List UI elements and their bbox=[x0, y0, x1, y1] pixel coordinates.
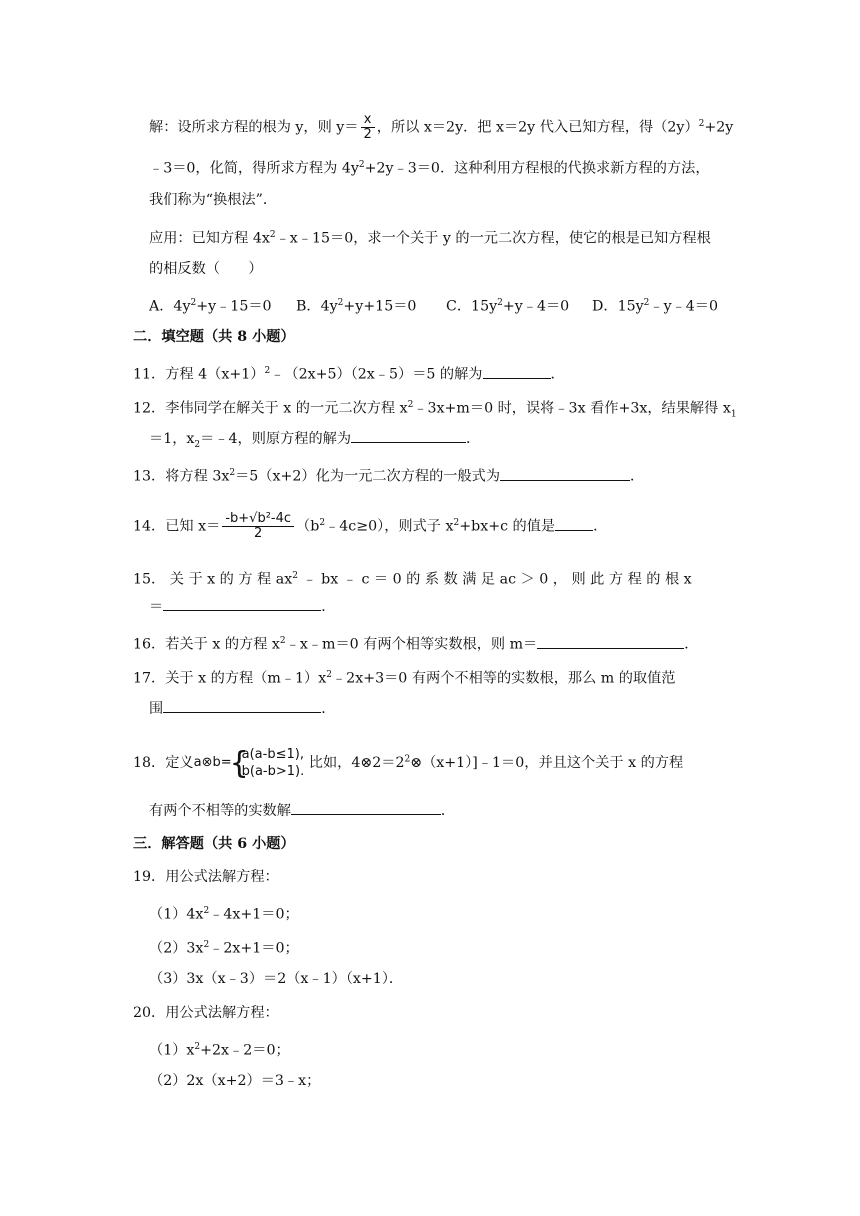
question-16 bbox=[133, 631, 698, 655]
text: C．15y bbox=[446, 298, 498, 315]
question-19-title: 19．用公式法解方程： bbox=[133, 869, 279, 885]
text: 17．关于 x 的方程（m﹣1）x bbox=[133, 670, 327, 687]
text: 15． 关 于 x 的 方 程 ax bbox=[133, 571, 293, 588]
text: 13．将方程 3x bbox=[133, 468, 230, 485]
superscript: 2 bbox=[453, 517, 460, 528]
section-heading-solve: 三．解答题（共 6 小题） bbox=[133, 836, 295, 852]
superscript: 2 bbox=[264, 366, 271, 376]
superscript: 2 bbox=[292, 571, 298, 581]
answer-blank[interactable] bbox=[555, 517, 593, 531]
text: ﹣4c≥0），则式子 x bbox=[325, 518, 454, 535]
text: ＝5（x+2）化为一元二次方程的一般式为 bbox=[235, 468, 501, 485]
text: 18．定义 bbox=[133, 755, 194, 771]
superscript: 2 bbox=[358, 160, 365, 170]
answer-blank[interactable] bbox=[351, 429, 466, 443]
text: +y﹣4＝0 bbox=[502, 298, 570, 315]
superscript: 2 bbox=[407, 400, 414, 410]
text: ． bbox=[630, 468, 645, 485]
text: ． bbox=[593, 518, 608, 535]
text: ⊗（x+1）]﹣1＝0，并且这个关于 x 的方程 bbox=[410, 755, 684, 771]
text: ＝﹣4，则原方程的解为 bbox=[200, 431, 352, 447]
text: （2）3x bbox=[149, 940, 204, 957]
superscript: 2 bbox=[698, 118, 705, 129]
question-12-line-1 bbox=[133, 395, 737, 425]
text: ． bbox=[440, 803, 456, 819]
text: +2y bbox=[704, 119, 734, 136]
text: （b bbox=[296, 518, 320, 535]
question-18-line-2 bbox=[149, 801, 455, 821]
fraction-denominator: 2 bbox=[363, 127, 372, 142]
text: ，所以 x＝2y．把 x＝2y 代入已知方程，得（2y） bbox=[376, 119, 699, 136]
question-18-line-1 bbox=[133, 746, 683, 780]
superscript: 2 bbox=[269, 230, 276, 240]
text: ． bbox=[466, 431, 481, 447]
intro-line-2 bbox=[149, 155, 710, 179]
question-17-line-2 bbox=[149, 699, 335, 719]
text: ﹣2x+3＝0 有两个不相等的实数根，那么 m 的取值范 bbox=[331, 670, 676, 687]
option-d bbox=[592, 293, 718, 317]
superscript: 2 bbox=[319, 517, 326, 528]
text: ＝ bbox=[149, 599, 164, 615]
fraction-x-over-2 bbox=[361, 113, 375, 142]
question-19-part-2 bbox=[149, 935, 299, 959]
text: ﹣x﹣m＝0 有两个相等实数根，则 m＝ bbox=[285, 636, 538, 653]
question-17-line-1 bbox=[133, 665, 676, 689]
text: ． bbox=[321, 701, 336, 717]
text: 围 bbox=[149, 701, 164, 717]
text: +y+15＝0 bbox=[343, 298, 417, 315]
text: A．4y bbox=[149, 298, 191, 315]
text: 有两个不相等的实数解 bbox=[149, 803, 291, 819]
answer-blank[interactable] bbox=[163, 597, 321, 611]
text: 比如，4⊗2＝2 bbox=[308, 755, 405, 771]
text: +2x﹣2＝0； bbox=[200, 1042, 290, 1059]
superscript: 2 bbox=[643, 298, 650, 308]
question-13 bbox=[133, 463, 644, 487]
text: ﹣3＝0，化简，得所求方程为 4y bbox=[149, 160, 359, 177]
question-20-part-2: （2）2x（x+2）＝3﹣x； bbox=[149, 1073, 321, 1089]
fraction-numerator: x bbox=[361, 113, 375, 128]
superscript: 2 bbox=[279, 636, 286, 646]
superscript: 2 bbox=[497, 298, 503, 308]
superscript: 2 bbox=[203, 906, 210, 916]
question-15-line-2 bbox=[149, 597, 335, 617]
superscript: 2 bbox=[326, 670, 332, 680]
answer-blank[interactable] bbox=[483, 365, 551, 379]
superscript: 2 bbox=[229, 468, 236, 478]
operator-definition: a⊗b= bbox=[193, 755, 232, 770]
text: ． bbox=[550, 366, 565, 383]
superscript: 2 bbox=[194, 1042, 201, 1052]
text: 解：设所求方程的根为 y，则 y＝ bbox=[149, 119, 359, 136]
text: ＝1，x bbox=[149, 431, 195, 447]
text: ﹣（2x+5）（2x﹣5）＝5 的解为 bbox=[270, 366, 483, 383]
piecewise-case-1: a(a-b≤1), bbox=[241, 747, 304, 762]
question-11 bbox=[133, 361, 565, 385]
answer-blank[interactable] bbox=[537, 635, 684, 649]
question-19-part-1 bbox=[149, 901, 299, 925]
question-20-part-1 bbox=[149, 1037, 290, 1061]
text: +bx+c 的值是 bbox=[459, 518, 556, 535]
text: 14．已知 x＝ bbox=[133, 518, 221, 535]
option-c bbox=[446, 293, 569, 317]
subscript: 2 bbox=[194, 439, 201, 450]
text: ﹣3x+m＝0 时，误将﹣3x 看作+3x，结果解得 x bbox=[413, 400, 731, 417]
subscript: 1 bbox=[730, 409, 737, 420]
superscript: 2 bbox=[404, 754, 411, 765]
question-19-part-3: （3）3x（x﹣3）＝2（x﹣1）（x+1）． bbox=[149, 971, 404, 987]
superscript: 2 bbox=[203, 940, 210, 950]
text: +y﹣15＝0 bbox=[196, 298, 272, 315]
text: ． bbox=[321, 599, 336, 615]
text: 应用：已知方程 4x bbox=[149, 230, 270, 247]
text: （1）x bbox=[149, 1042, 195, 1059]
piecewise-definition bbox=[229, 746, 305, 781]
text: ﹣4x+1＝0； bbox=[209, 906, 299, 923]
text: ﹣y﹣4＝0 bbox=[649, 298, 719, 315]
superscript: 2 bbox=[337, 298, 344, 308]
text: ﹣x﹣15＝0，求一个关于 y 的一元二次方程，使它的根是已知方程根 bbox=[275, 230, 711, 247]
section-heading-fill-in: 二．填空题（共 8 小题） bbox=[133, 329, 295, 345]
question-12-line-2 bbox=[149, 429, 480, 455]
brace-icon: { bbox=[229, 746, 249, 781]
question-20-title: 20．用公式法解方程： bbox=[133, 1005, 279, 1021]
option-b bbox=[296, 293, 416, 317]
text: ﹣2x+1＝0； bbox=[209, 940, 299, 957]
text: （1）4x bbox=[149, 906, 204, 923]
question-14 bbox=[133, 512, 607, 541]
fraction-numerator: -b+√b²-4c bbox=[222, 512, 294, 527]
superscript: 2 bbox=[190, 298, 197, 308]
text: 16．若关于 x 的方程 x bbox=[133, 636, 280, 653]
intro-line-4 bbox=[149, 225, 711, 249]
text: +2y﹣3＝0．这种利用方程根的代换求新方程的方法， bbox=[364, 160, 710, 177]
text: 12．李伟同学在解关于 x 的一元二次方程 x bbox=[133, 400, 408, 417]
option-a bbox=[149, 293, 272, 317]
answer-blank[interactable] bbox=[163, 699, 321, 713]
intro-line-1 bbox=[149, 113, 733, 142]
intro-line-3: 我们称为“换根法”． bbox=[149, 192, 278, 208]
intro-line-5: 的相反数（ ） bbox=[149, 261, 263, 277]
quadratic-formula-fraction bbox=[222, 512, 294, 541]
piecewise-case-2: b(a-b>1). bbox=[241, 764, 305, 779]
answer-blank[interactable] bbox=[500, 467, 630, 481]
fraction-denominator: 2 bbox=[254, 526, 263, 541]
answer-blank[interactable] bbox=[291, 801, 441, 815]
text: D．15y bbox=[592, 298, 644, 315]
text: B．4y bbox=[296, 298, 338, 315]
question-15-line-1 bbox=[133, 566, 692, 590]
text: ﹣ bx ﹣ c ＝ 0 的 系 数 满 足 ac ＞ 0 ， 则 此 方 程 的 根 x bbox=[297, 571, 692, 588]
text: 11．方程 4（x+1） bbox=[133, 366, 265, 383]
text: ． bbox=[684, 636, 699, 653]
